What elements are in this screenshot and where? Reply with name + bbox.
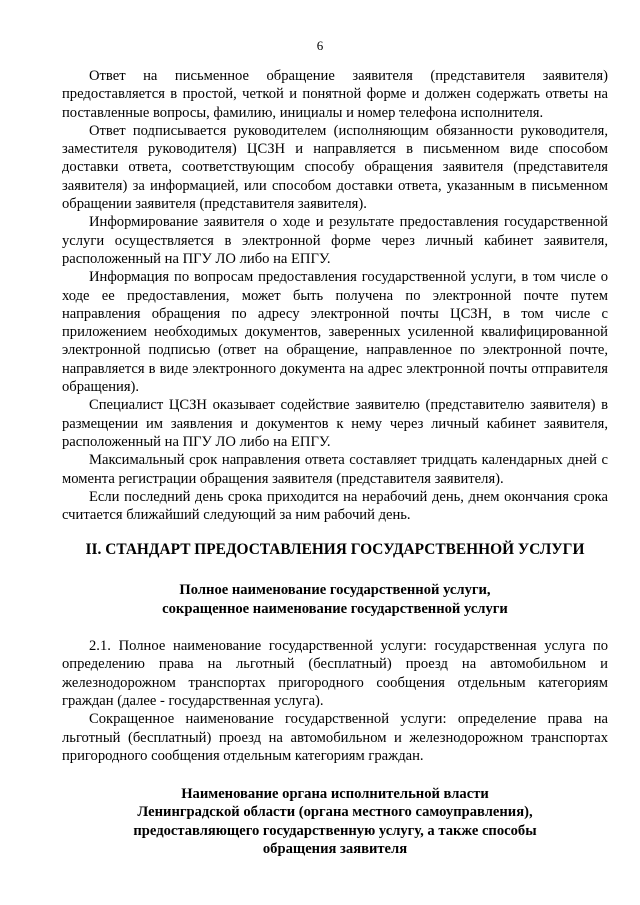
paragraph: Максимальный срок направления ответа составляет тридцать календарных дней с момента регистрации обращения заявителя (представителя заявителя). (62, 452, 608, 487)
subheading-line: обращения заявителя (262, 840, 408, 857)
subheading-authority (62, 785, 608, 858)
paragraph: Сокращенное наименование государственной услуги: определение права на льготный (бесплатный) проезд на автомобильном и железнодорожном транспортах пригородного сообщения отдельным категориям граждан. (62, 711, 608, 764)
page-number: 6 (316, 38, 324, 53)
paragraph: Информирование заявителя о ходе и результате предоставления государственной услуги осуществляется в электронной форме через личный кабинет заявителя, расположенный на ПГУ ЛО либо на ЕПГУ. (62, 214, 608, 267)
subheading-line: Полное наименование государственной услуги, (179, 582, 491, 599)
document-body (62, 67, 608, 858)
paragraph: Ответ подписывается руководителем (исполняющим обязанности руководителя, заместителя руководителя) ЦСЗН и направляется в письменном виде способом доставки ответа, соответствующим способу обращения заявителя (представителя заявителя) за информацией, или способом доставки ответа, указанным в письменном обращении заявителя (представителя заявителя). (62, 122, 608, 213)
paragraph: Ответ на письменное обращение заявителя (представителя заявителя) предоставляется в простой, четкой и понятной форме и должен содержать ответы на поставленные вопросы, фамилию, инициалы и номер телефона исполнителя. (62, 68, 608, 121)
paragraph: 2.1. Полное наименование государственной услуги: государственная услуга по определению права на льготный (бесплатный) проезд на автомобильном и железнодорожном транспортах пригородного сообщения отдельным категориям граждан (далее - государственная услуга). (62, 638, 608, 709)
subheading-line: сокращенное наименование государственной услуги (162, 600, 508, 617)
subheading-service-name (62, 581, 608, 618)
paragraph: Если последний день срока приходится на нерабочий день, днем окончания срока считается ближайший следующий за ним рабочий день. (62, 488, 608, 524)
subheading-line: предоставляющего государственную услугу, а также способы (133, 822, 537, 839)
paragraph: Информация по вопросам предоставления государственной услуги, в том числе о ходе ее предоставления, может быть получена по электронной почте путем направления обращения по адресу электронной почты ЦСЗН, в том числе с приложением необходимых документов, заверенных усиленной квалифицированной электронной подписью (ответ на обращение, направленное по электронной почте, направляется в виде электронного документа на адрес электронной почты отправителя обращения). (62, 269, 608, 396)
paragraph: Специалист ЦСЗН оказывает содействие заявителю (представителю заявителя) в размещении им заявления и документов к нему через личный кабинет заявителя, расположенный на ПГУ ЛО либо на ЕПГУ. (62, 397, 608, 450)
section-heading: II. СТАНДАРТ ПРЕДОСТАВЛЕНИЯ ГОСУДАРСТВЕННОЙ УСЛУГИ (85, 541, 585, 559)
subheading-line: Ленинградской области (органа местного самоуправления), (137, 804, 533, 821)
subheading-line: Наименование органа исполнительной власти (181, 786, 489, 803)
